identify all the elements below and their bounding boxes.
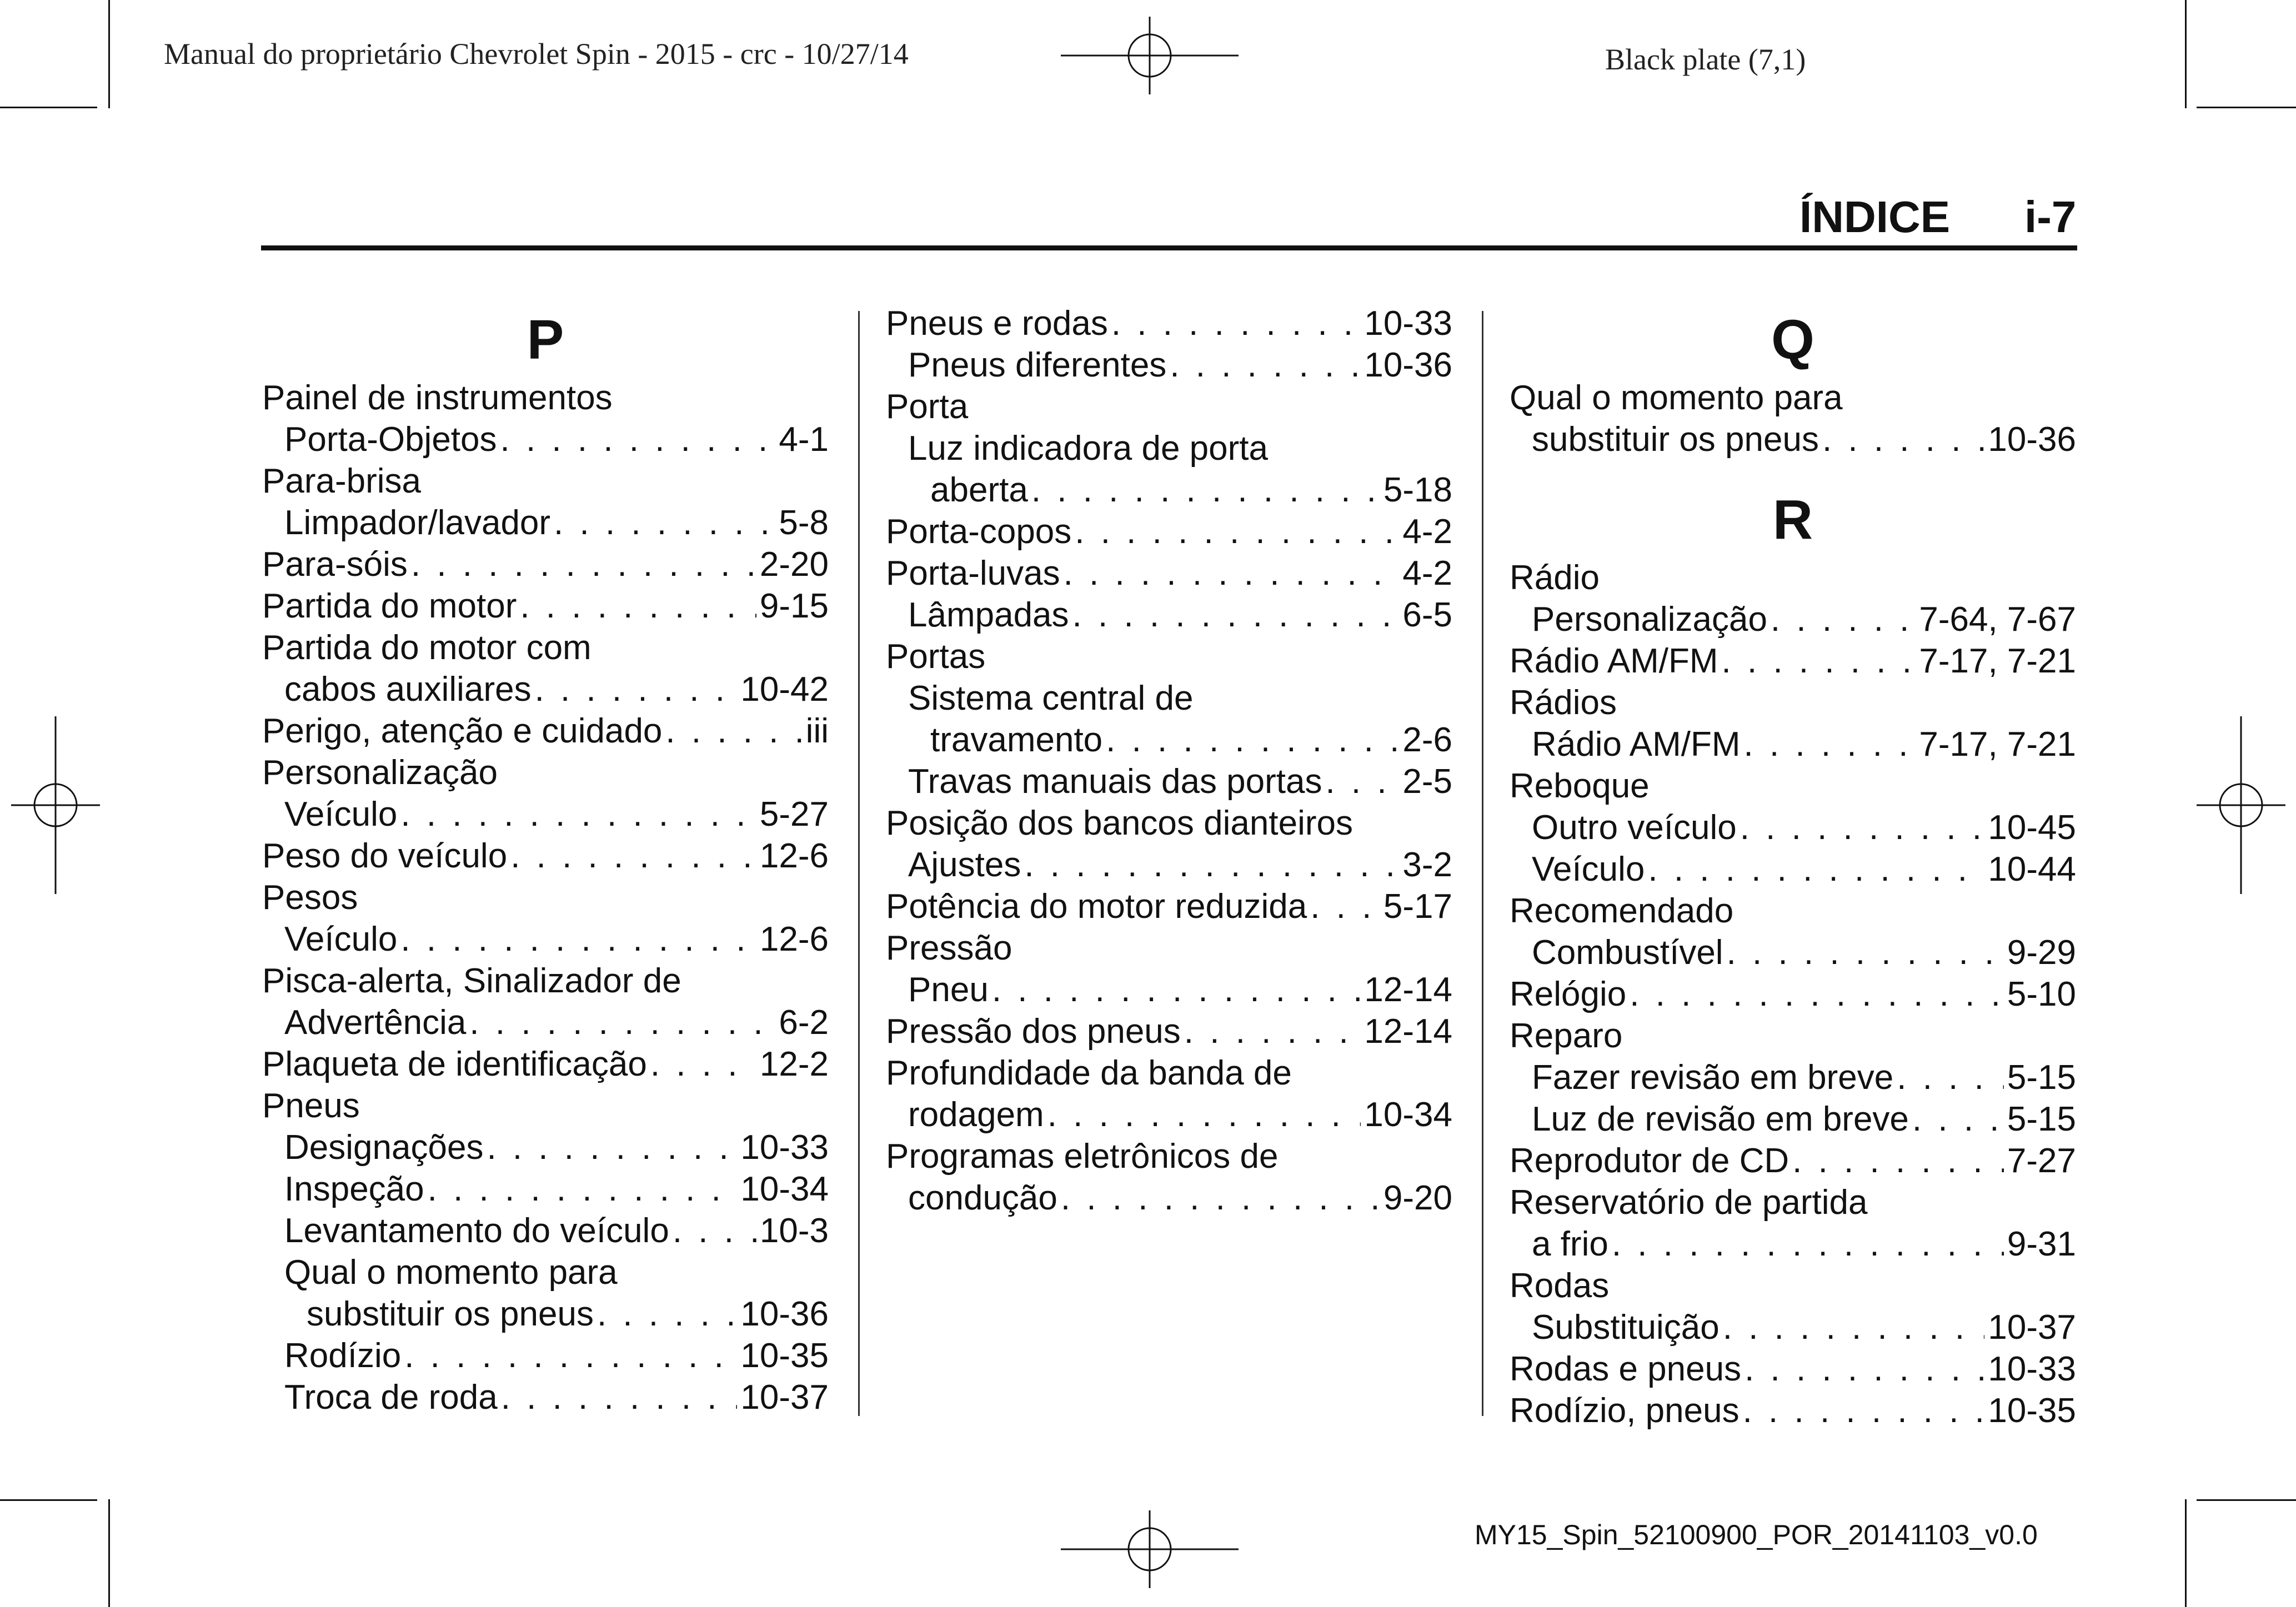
leader-dots [1325,761,1399,802]
index-heading [262,627,829,669]
entry-page: 3-2 [1402,846,1452,884]
entry-text: Luz de revisão em breve [1532,1100,1909,1138]
leader-dots [1727,932,2004,973]
leader-dots [1743,1390,1985,1432]
entry-text: Relógio [1510,975,1627,1013]
entry-text: Qual o momento para [284,1253,618,1292]
entry-text: Partida do motor com [262,629,591,667]
index-entry [886,1094,1452,1136]
entry-text: cabos auxiliares [284,670,532,709]
index-heading [262,377,829,419]
entry-page: 10-44 [1988,850,2076,888]
index-entry [886,344,1452,386]
entry-text: Reprodutor de CD [1510,1142,1789,1180]
entry-text: Profundidade da banda de [886,1054,1292,1092]
index-entry [262,835,829,877]
entry-page: 10-36 [1988,420,2076,459]
index-entry [1510,1307,2076,1348]
leader-dots [535,669,738,710]
leader-dots [469,1002,775,1043]
index-heading [1510,557,2076,599]
index-entry [1510,1390,2076,1432]
index-entry [1510,1223,2076,1265]
leader-dots [1912,1098,2004,1140]
index-entry [886,719,1452,761]
leader-dots [1106,719,1399,761]
entry-text: Portas [886,637,986,676]
entry-text: Posição dos bancos dianteiros [886,804,1353,842]
entry-text: Reservatório de partida [1510,1183,1868,1222]
entry-page: 5-8 [779,504,829,542]
entry-text: Partida do motor [262,587,517,625]
leader-dots [1310,886,1380,927]
entry-text: Porta-copos [886,513,1072,551]
section-letter: P [527,309,564,371]
manual-header: Manual do proprietário Chevrolet Spin - 2015 - crc - 10/27/14 [164,37,909,71]
entry-text: Rodas e pneus [1510,1350,1742,1388]
entry-text: Rodas [1510,1267,1610,1305]
index-heading [1510,1265,2076,1307]
registration-mark-icon [1061,1510,1239,1588]
entry-page: 5-15 [2007,1100,2076,1138]
index-heading [1510,765,2076,807]
entry-text: Reparo [1510,1017,1623,1055]
entry-page: 4-2 [1402,513,1452,551]
entry-text: Pressão [886,929,1012,967]
leader-dots [1744,1348,1984,1390]
index-entry [886,1177,1452,1219]
entry-text: Painel de instrumentos [262,379,613,417]
leader-dots [400,918,756,960]
index-entry [262,1377,829,1418]
entry-page: 7-17, 7-21 [1919,642,2076,680]
entry-page: 10-33 [740,1128,829,1167]
leader-dots [1722,640,1916,682]
entry-text: Substituição [1532,1308,1720,1347]
leader-dots [510,835,756,877]
entry-page: 5-27 [759,795,829,833]
index-entry [1510,1348,2076,1390]
leader-dots [404,1335,737,1377]
entry-text: Rádio AM/FM [1510,642,1718,680]
entry-text: Programas eletrônicos de [886,1137,1279,1176]
index-column-3 [1510,303,2076,1432]
entry-page: 12-14 [1364,971,1452,1009]
index-heading [1510,1015,2076,1057]
index-entry [1510,807,2076,848]
entry-page: 12-2 [759,1045,829,1083]
entry-page: 10-42 [740,670,829,709]
leader-dots [1822,419,1984,460]
index-heading [1510,890,2076,932]
entry-text: Qual o momento para [1510,379,1843,417]
entry-text: Para-sóis [262,545,408,584]
index-entry [262,419,829,460]
index-entry [1510,973,2076,1015]
index-entry [1510,848,2076,890]
index-heading [262,1252,829,1293]
entry-text: Pesos [262,878,358,917]
entry-text: Troca de roda [284,1378,498,1417]
plate-label: Black plate (7,1) [1605,43,1806,76]
entry-text: substituir os pneus [307,1295,594,1333]
entry-text: Porta-Objetos [284,420,497,459]
index-entry [1510,599,2076,640]
entry-text: Potência do motor reduzida [886,887,1307,926]
index-entry [886,553,1452,594]
index-entry [262,918,829,960]
leader-dots [1111,303,1361,344]
leader-dots [992,969,1361,1011]
leader-dots [500,419,776,460]
entry-page: 10-37 [740,1378,829,1417]
entry-text: Perigo, atenção e cuidado [262,712,663,750]
index-entry [886,511,1452,553]
entry-text: Rodízio, pneus [1510,1392,1739,1430]
index-entry [886,969,1452,1011]
entry-text: Personalização [262,754,498,792]
index-entry [262,1043,829,1085]
entry-text: Advertência [284,1003,467,1042]
entry-page: 10-33 [1364,304,1452,343]
index-heading [886,636,1452,677]
leader-dots [428,1168,738,1210]
index-entry [262,669,829,710]
leader-dots [597,1293,737,1335]
entry-text: Plaqueta de identificação [262,1045,647,1083]
entry-page: 12-6 [759,920,829,958]
leader-dots [1771,599,1916,640]
leader-dots [1031,469,1380,511]
index-entry [262,794,829,835]
leader-dots [400,794,756,835]
index-heading [886,428,1452,469]
entry-text: Outro veículo [1532,808,1737,847]
index-entry [262,710,829,752]
index-entry [886,303,1452,344]
index-entry [886,886,1452,927]
leader-dots [1170,344,1361,386]
index-heading [1510,1182,2076,1223]
index-column-1 [262,303,829,1418]
index-entry [262,1335,829,1377]
entry-text: Pisca-alerta, Sinalizador de [262,962,681,1000]
section-letter: Q [1771,309,1814,371]
entry-page: 6-5 [1402,596,1452,634]
entry-text: Porta-luvas [886,554,1060,592]
entry-page: 10-33 [1988,1350,2076,1388]
index-entry [886,844,1452,886]
entry-text: Rodízio [284,1337,402,1375]
entry-page: 7-17, 7-21 [1919,725,2076,764]
entry-text: Rádios [1510,684,1617,722]
section-letter: R [1772,489,1813,551]
entry-text: Designações [284,1128,484,1167]
registration-mark-icon [11,716,100,894]
entry-text: Recomendado [1510,892,1734,930]
index-entry [262,1168,829,1210]
index-entry [262,544,829,585]
column-divider [1482,311,1483,1416]
leader-dots [650,1043,756,1085]
entry-text: Rádio AM/FM [1532,725,1741,764]
entry-page: 5-17 [1383,887,1452,926]
index-heading [262,960,829,1002]
index-heading [262,460,829,502]
entry-page: 7-27 [2007,1142,2076,1180]
entry-text: Para-brisa [262,462,421,500]
entry-page: 4-1 [779,420,829,459]
entry-page: 10-36 [1364,346,1452,384]
leader-dots [487,1127,737,1168]
leader-dots [1630,973,2004,1015]
entry-page: 4-2 [1402,554,1452,592]
index-heading [1510,682,2076,724]
entry-page: 5-15 [2007,1058,2076,1097]
index-heading [1510,377,2076,419]
leader-dots [665,710,802,752]
registration-mark-icon [1061,17,1239,94]
entry-text: Pneus [262,1087,360,1125]
header-rule [261,245,2077,250]
index-heading [262,877,829,918]
entry-text: condução [908,1179,1057,1217]
entry-page: 12-6 [759,837,829,875]
entry-page: 5-18 [1383,471,1452,509]
index-entry [1510,932,2076,973]
leader-dots [673,1210,756,1252]
entry-text: a frio [1532,1225,1608,1263]
entry-text: Limpador/lavador [284,504,551,542]
entry-text: rodagem [908,1096,1044,1134]
entry-text: Combustível [1532,933,1723,972]
entry-text: Pneus diferentes [908,346,1167,384]
leader-dots [520,585,756,627]
entry-text: Lâmpadas [908,596,1069,634]
leader-dots [1024,844,1399,886]
entry-text: Sistema central de [908,679,1194,717]
entry-page: 7-64, 7-67 [1919,600,2076,639]
entry-page: 2-5 [1402,762,1452,801]
index-entry [1510,1057,2076,1098]
entry-page: 2-20 [759,545,829,584]
entry-text: Luz indicadora de porta [908,429,1269,468]
leader-dots [554,502,775,544]
leader-dots [1792,1140,2004,1182]
entry-page: 10-35 [740,1337,829,1375]
index-entry [262,1002,829,1043]
section-title: ÍNDICE [1799,192,1951,242]
entry-text: Veículo [284,795,398,833]
index-heading [886,1136,1452,1177]
leader-dots [1072,594,1400,636]
entry-page: 9-29 [2007,933,2076,972]
index-entry [1510,1098,2076,1140]
entry-page: 12-14 [1364,1012,1452,1051]
index-entry [1510,1140,2076,1182]
index-entry [262,1210,829,1252]
entry-text: Veículo [284,920,398,958]
leader-dots [1723,1307,1985,1348]
leader-dots [1744,724,1916,765]
index-heading [886,927,1452,969]
entry-page: 10-34 [740,1170,829,1208]
index-heading [262,752,829,794]
entry-text: Pressão dos pneus [886,1012,1181,1051]
leader-dots [501,1377,738,1418]
leader-dots [1740,807,1985,848]
entry-page: 10-34 [1364,1096,1452,1134]
entry-text: Personalização [1532,600,1767,639]
index-heading [886,802,1452,844]
entry-text: Rádio [1510,559,1600,597]
index-entry [1510,640,2076,682]
leader-dots [1648,848,1984,890]
column-divider [858,311,860,1416]
entry-text: Travas manuais das portas [908,762,1322,801]
index-entry [1510,419,2076,460]
entry-text: Fazer revisão em breve [1532,1058,1894,1097]
entry-text: Pneu [908,971,989,1009]
entry-text: Levantamento do veículo [284,1212,669,1250]
index-entry [886,594,1452,636]
entry-page: 9-15 [759,587,829,625]
entry-page: 5-10 [2007,975,2076,1013]
leader-dots [1061,1177,1380,1219]
entry-text: Porta [886,388,969,426]
entry-text: travamento [930,721,1103,759]
leader-dots [1064,553,1400,594]
entry-page: 10-37 [1988,1308,2076,1347]
index-heading [886,386,1452,428]
entry-text: Veículo [1532,850,1645,888]
entry-text: substituir os pneus [1532,420,1819,459]
index-column-2 [886,303,1452,1219]
entry-page: 10-3 [759,1212,829,1250]
entry-text: Ajustes [908,846,1021,884]
index-entry [1510,724,2076,765]
entry-page: iii [805,712,829,750]
entry-page: 2-6 [1402,721,1452,759]
leader-dots [1897,1057,2004,1098]
leader-dots [1612,1223,2004,1265]
entry-page: 10-35 [1988,1392,2076,1430]
index-entry [886,761,1452,802]
entry-text: Reboque [1510,767,1650,805]
entry-page: 10-36 [740,1295,829,1333]
leader-dots [1075,511,1399,553]
section-gap [1510,460,2076,483]
entry-text: Pneus e rodas [886,304,1108,343]
page-number: i-7 [2024,192,2077,242]
index-entry [262,502,829,544]
leader-dots [1184,1011,1361,1052]
leader-dots [1047,1094,1361,1136]
index-heading [886,1052,1452,1094]
index-entry [886,469,1452,511]
index-heading [886,677,1452,719]
index-entry [262,1127,829,1168]
entry-page: 9-20 [1383,1179,1452,1217]
entry-page: 6-2 [779,1003,829,1042]
index-heading [262,1085,829,1127]
index-entry [262,1293,829,1335]
leader-dots [411,544,756,585]
index-entry [262,585,829,627]
entry-text: Peso do veículo [262,837,508,875]
entry-text: Inspeção [284,1170,424,1208]
entry-page: 9-31 [2007,1225,2076,1263]
entry-text: aberta [930,471,1028,509]
entry-page: 10-45 [1988,808,2076,847]
registration-mark-icon [2197,716,2285,894]
index-entry [886,1011,1452,1052]
document-code: MY15_Spin_52100900_POR_20141103_v0.0 [1475,1519,2038,1550]
